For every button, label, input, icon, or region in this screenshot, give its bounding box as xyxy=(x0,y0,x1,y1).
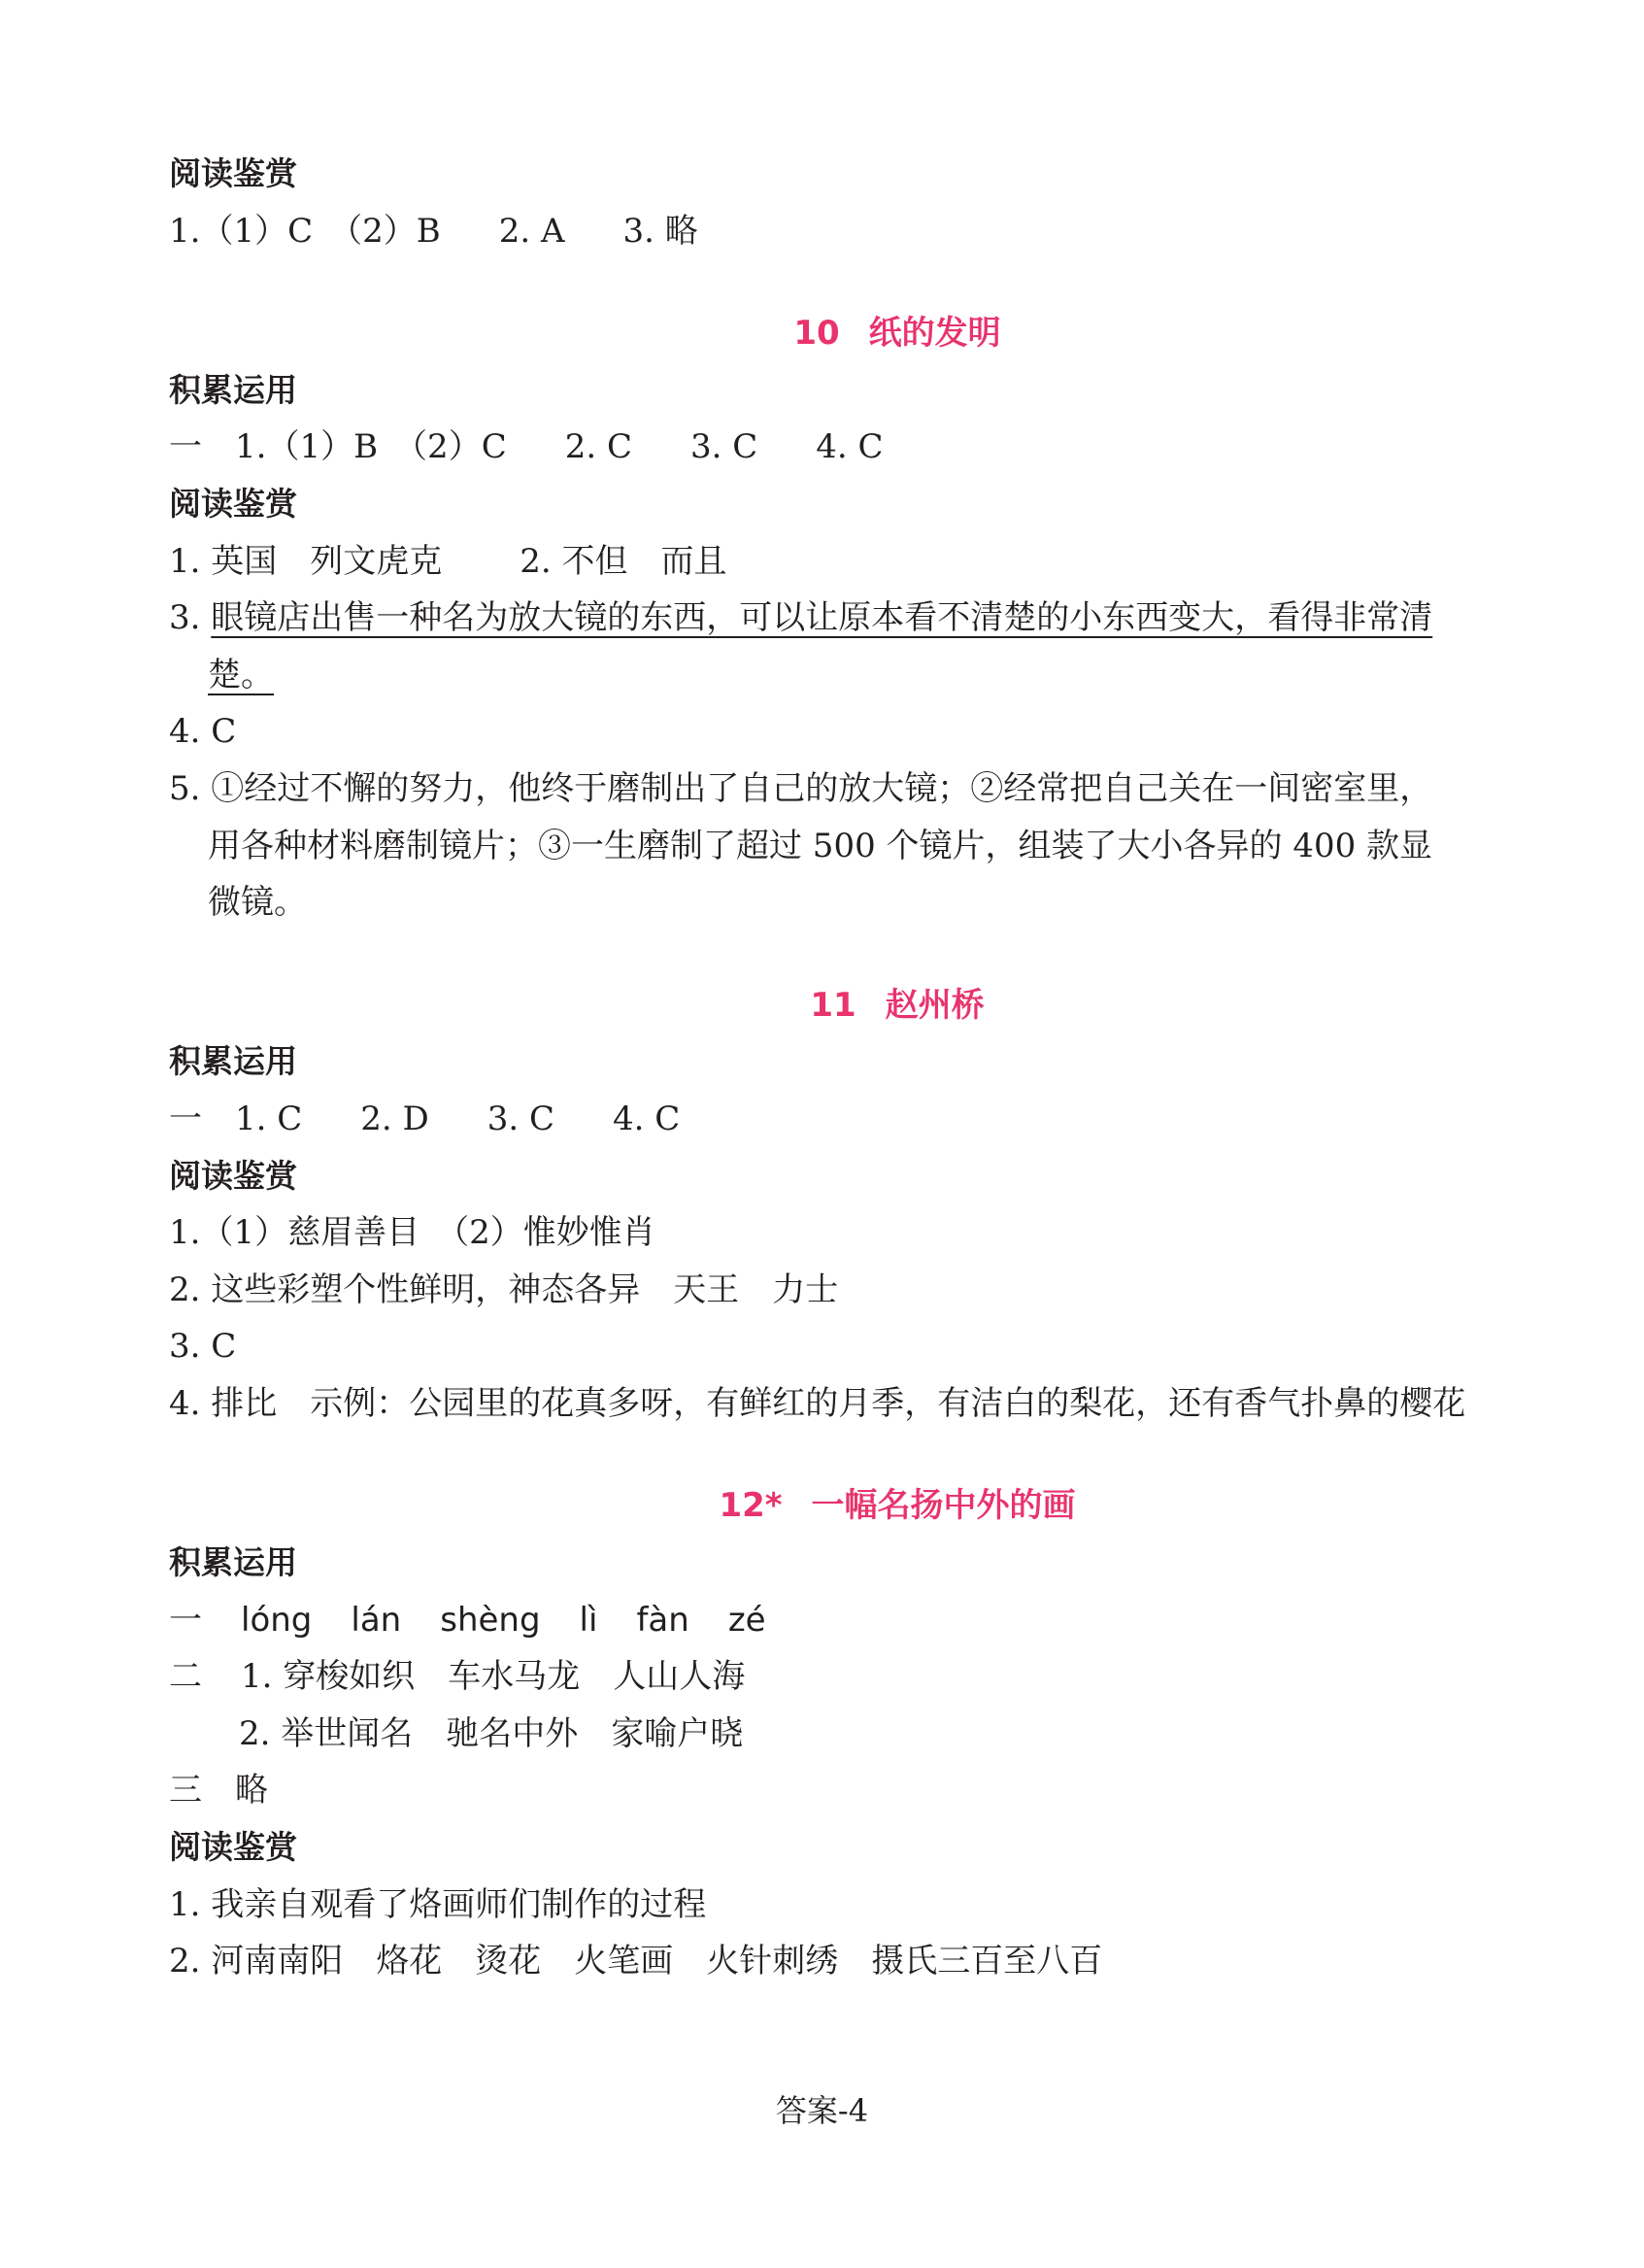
answer-line xyxy=(169,203,1451,260)
section-heading: 积累运用 xyxy=(169,1042,297,1081)
pinyin-item: fàn xyxy=(636,1600,689,1640)
lesson-number: 12* xyxy=(719,1486,783,1526)
pinyin-item: lóng xyxy=(241,1600,313,1640)
answer-item: 一 1. C xyxy=(169,1099,303,1138)
answer-item: 2. D xyxy=(360,1099,429,1138)
answer-content xyxy=(169,146,1466,1990)
answer-line: 1.（1）慈眉善目 （2）惟妙惟肖 xyxy=(169,1213,655,1253)
answer-line xyxy=(169,419,1451,476)
answer-line xyxy=(169,1091,1451,1148)
lesson-number: 11 xyxy=(810,985,856,1025)
answer-item: 3. C xyxy=(486,1099,555,1138)
pinyin-item: shèng xyxy=(440,1600,541,1640)
answer-number: 3. xyxy=(169,598,212,638)
page-number: 答案-4 xyxy=(775,2092,869,2129)
pinyin-item: lán xyxy=(351,1600,402,1640)
lesson-title xyxy=(169,305,1451,362)
pinyin-line xyxy=(169,1592,1451,1649)
answer-item: 2. 不但 而且 xyxy=(520,541,727,581)
answer-item: 1. 穿梭如织 车水马龙 人山人海 xyxy=(241,1657,746,1697)
item-label: 一 xyxy=(169,1600,202,1640)
answer-line xyxy=(169,1648,1451,1706)
pinyin-item: zé xyxy=(727,1600,766,1640)
answer-item: 3. 略 xyxy=(622,211,698,251)
lesson-number: 10 xyxy=(793,314,840,354)
lesson-name: 赵州桥 xyxy=(885,985,985,1025)
answer-line: 4. 排比 示例：公园里的花真多呀，有鲜红的月季，有洁白的梨花，还有香气扑鼻的樱花 xyxy=(169,1383,1466,1423)
item-label: 二 xyxy=(169,1657,202,1697)
answer-item: 1. 英国 列文虎克 xyxy=(169,541,443,581)
answer-line: 三 略 xyxy=(169,1771,268,1811)
lesson-name: 一幅名扬中外的画 xyxy=(811,1486,1076,1526)
answer-line: 2. 举世闻名 驰名中外 家喻户晓 xyxy=(239,1713,744,1753)
lesson-name: 纸的发明 xyxy=(868,314,1001,354)
answer-item: 一 1.（1）B （2）C xyxy=(169,427,507,467)
answer-item: 4. C xyxy=(816,427,884,467)
answer-item: 2. C xyxy=(564,427,632,467)
section-heading: 阅读鉴赏 xyxy=(169,1828,297,1867)
section-heading: 阅读鉴赏 xyxy=(169,1156,297,1195)
section-heading: 阅读鉴赏 xyxy=(169,154,297,192)
answer-line: 5. ①经过不懈的努力，他终于磨制出了自己的放大镜；②经常把自己关在一间密室里，用各种材料磨制镜片；③一生磨制了超过 500 个镜片，组装了大小各异的 400 款显微镜。 xyxy=(169,768,1433,923)
underlined-answer: 眼镜店出售一种名为放大镜的东西，可以让原本看不清楚的小东西变大，看得非常清楚。 xyxy=(208,598,1433,694)
lesson-title xyxy=(169,977,1451,1034)
answer-line: 3. C xyxy=(169,1327,237,1367)
answer-item: 3. C xyxy=(689,427,758,467)
answer-item: 4. C xyxy=(613,1099,681,1138)
answer-item: 2. A xyxy=(498,211,565,251)
answer-line: 2. 河南南阳 烙花 烫花 火笔画 火针刺绣 摄氏三百至八百 xyxy=(169,1942,1103,1981)
answer-line xyxy=(169,533,1451,591)
pinyin-item: lì xyxy=(579,1600,598,1640)
answer-line: 4. C xyxy=(169,712,237,752)
answer-item: 1.（1）C （2）B xyxy=(169,211,441,251)
answer-line: 1. 我亲自观看了烙画师们制作的过程 xyxy=(169,1884,707,1924)
answer-line: 2. 这些彩塑个性鲜明，神态各异 天王 力士 xyxy=(169,1269,839,1309)
answer-line xyxy=(169,590,1451,703)
section-heading: 积累运用 xyxy=(169,370,297,409)
lesson-title xyxy=(169,1477,1451,1535)
section-heading: 积累运用 xyxy=(169,1543,297,1582)
section-heading: 阅读鉴赏 xyxy=(169,484,297,523)
